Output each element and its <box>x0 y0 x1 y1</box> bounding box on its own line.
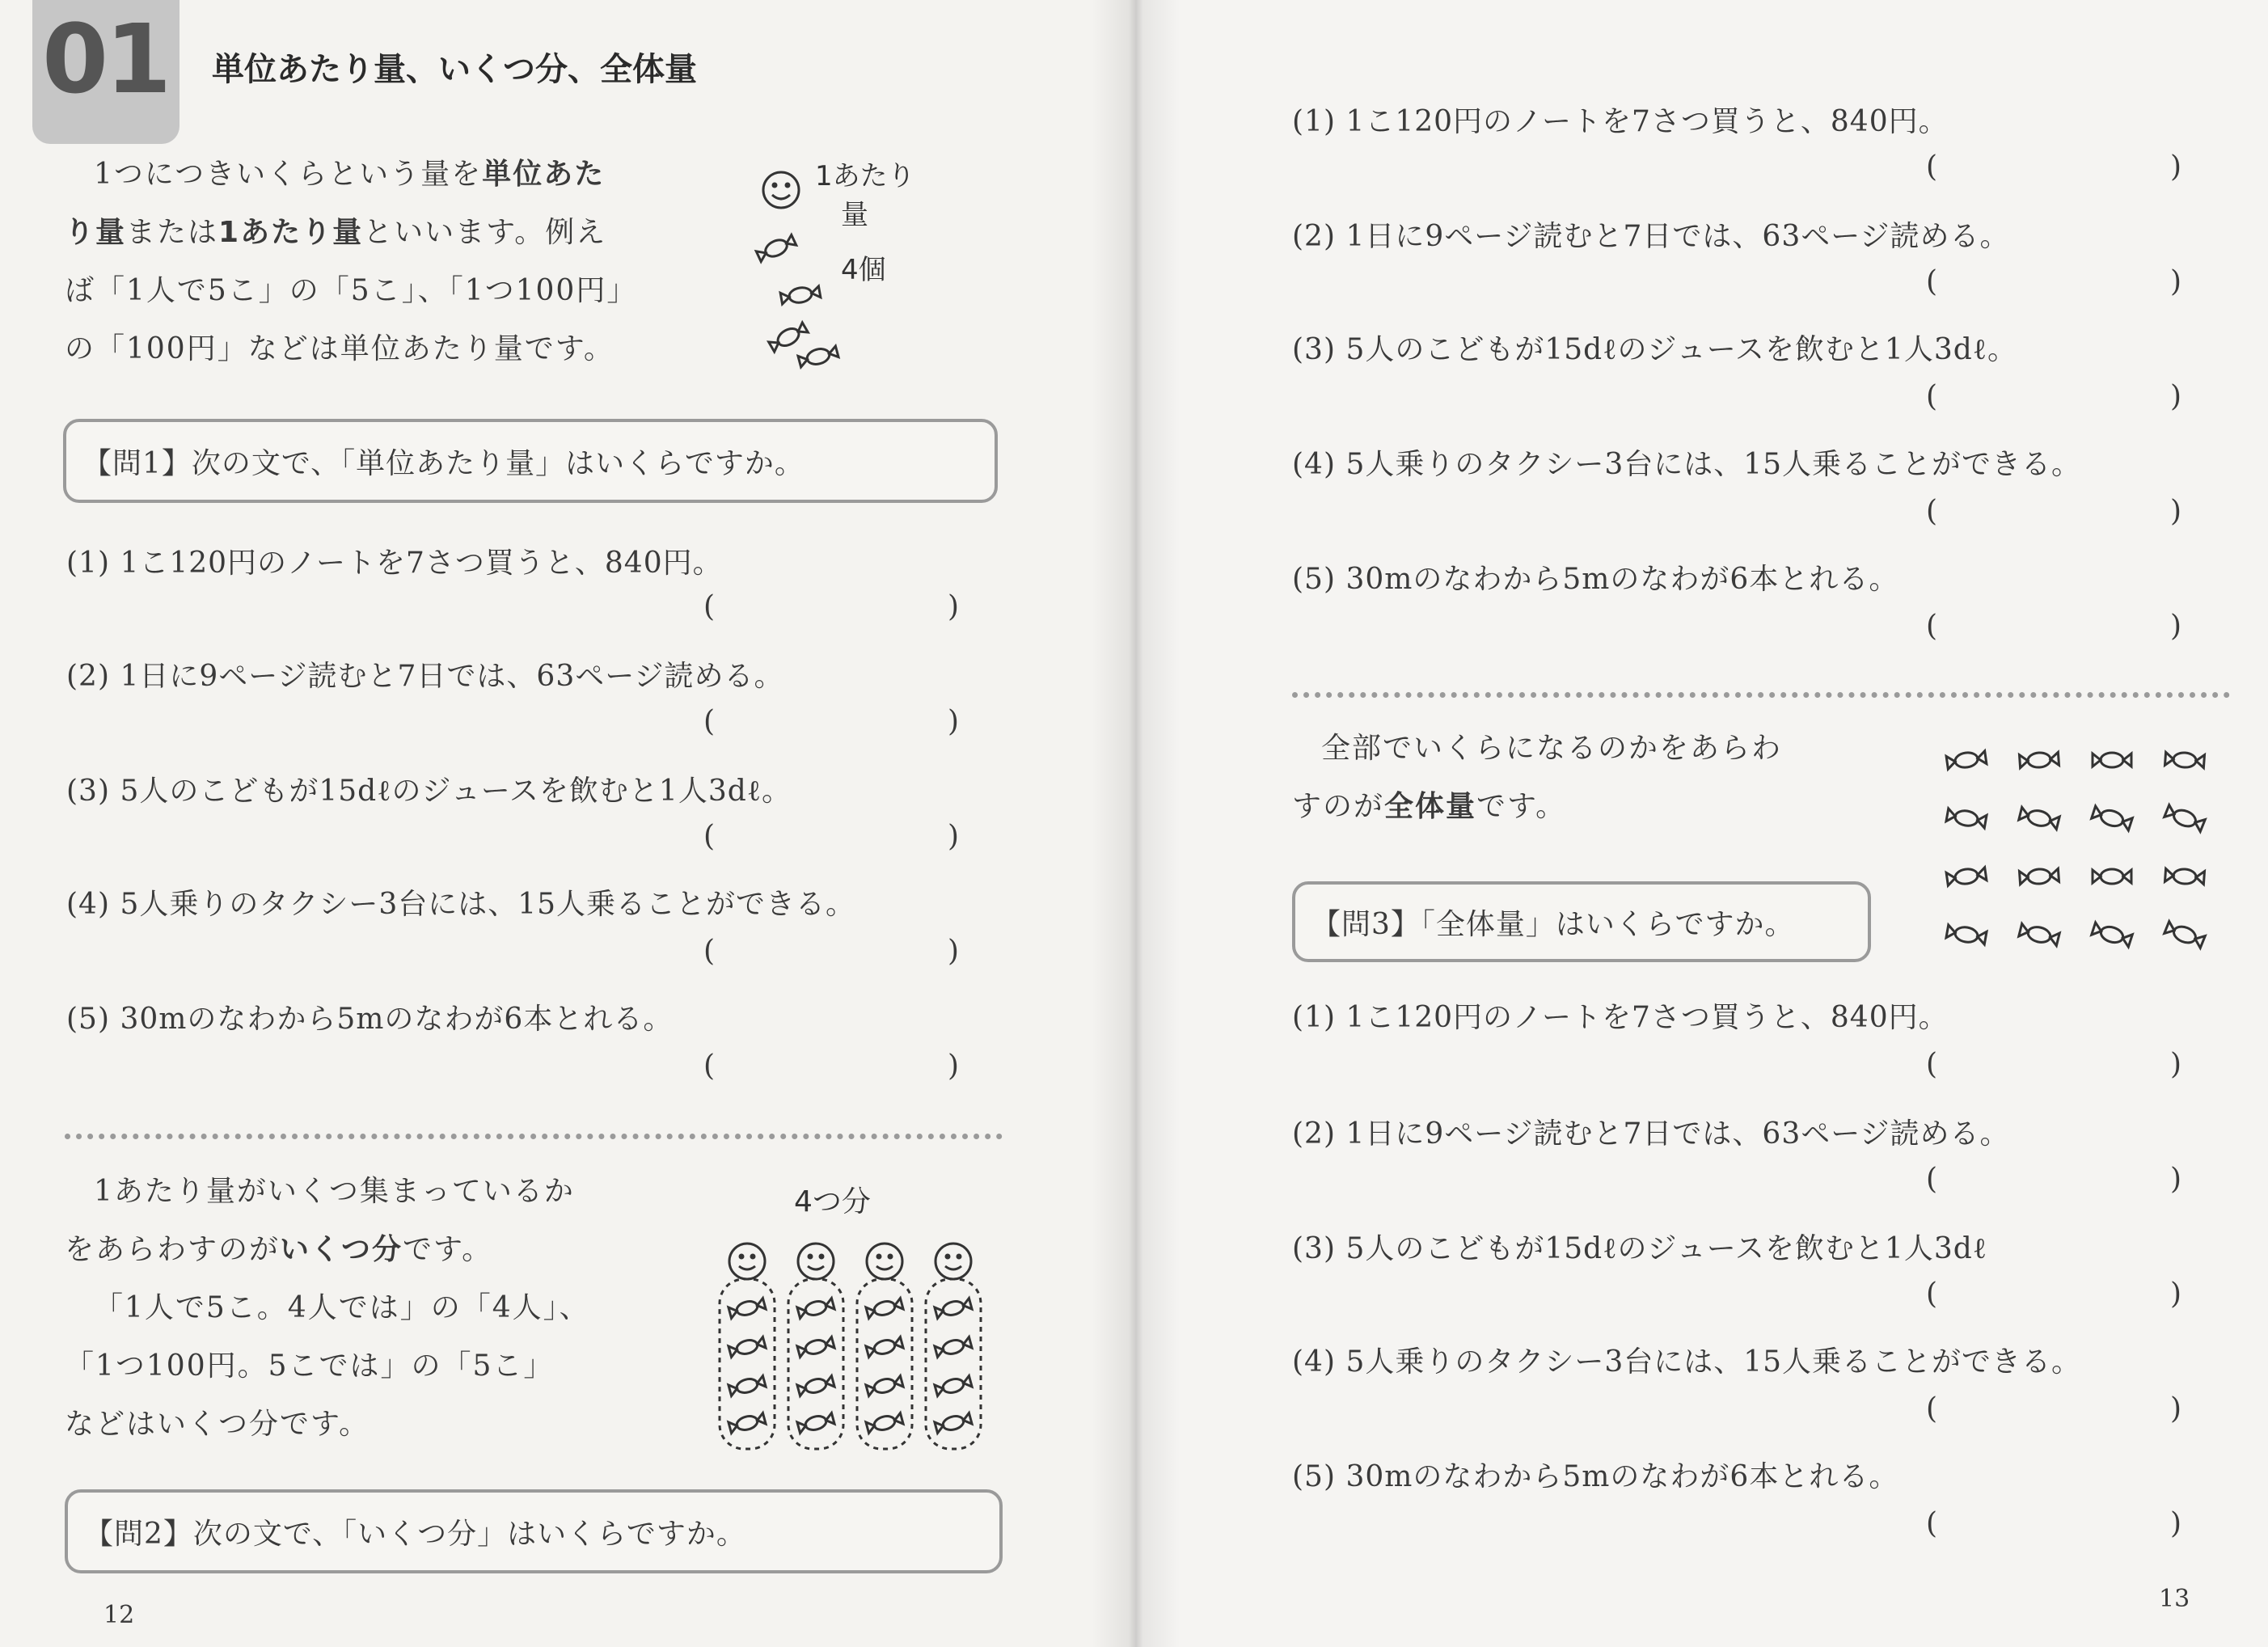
q3-answer-4-close: ) <box>2170 1392 2182 1425</box>
q1-problem-1: (1) 1こ120円のノートを7さつ買うと、840円。 <box>66 547 723 580</box>
candy-icon <box>866 1413 904 1434</box>
candy-icon <box>2165 751 2204 768</box>
q2-answer-1-close: ) <box>2170 150 2182 184</box>
q1-answer-3-open[interactable]: ( <box>703 820 716 853</box>
candy-icon <box>1946 924 1987 945</box>
q3-answer-1-close: ) <box>2170 1048 2182 1081</box>
q2-answer-5-close: ) <box>2170 610 2182 643</box>
q2-answer-2-close: ) <box>2170 265 2182 298</box>
candy-icon <box>729 1375 767 1397</box>
candy-icon <box>2091 922 2132 948</box>
q3-problem-3: (3) 5人のこどもが15dℓのジュースを飲むと1人3dℓ <box>1292 1232 1988 1265</box>
question-1-box: 【問1】次の文で、「単位あたり量」はいくらですか。 <box>63 419 998 503</box>
smiley-face-icon <box>867 1244 902 1279</box>
groups-doodle <box>703 1229 1011 1463</box>
candy-icon <box>2019 868 2059 885</box>
candy-grid-doodle <box>1934 728 2233 946</box>
q1-answer-3-close: ) <box>948 820 960 853</box>
candy-icon <box>935 1375 973 1397</box>
candy-icon <box>2019 923 2060 946</box>
candy-icon <box>780 285 821 306</box>
q2-problem-2: (2) 1日に9ページ読むと7日では、63ページ読める。 <box>1292 220 2010 253</box>
section-number: 01 <box>42 3 169 115</box>
q3-answer-3-close: ) <box>2170 1277 2182 1311</box>
q2-answer-2-open[interactable]: ( <box>1926 265 1938 298</box>
q3-problem-1: (1) 1こ120円のノートを7さつ買うと、840円。 <box>1292 1001 1949 1034</box>
candy-icon <box>935 1298 973 1320</box>
right-page <box>1134 0 2268 1647</box>
candy-icon <box>2165 868 2204 885</box>
candy-icon <box>1946 867 1987 887</box>
candy-icon <box>1946 808 1987 829</box>
q1-problem-3: (3) 5人のこどもが15dℓのジュースを飲むと1人3dℓ。 <box>66 775 792 808</box>
q1-answer-5-close: ) <box>948 1049 960 1083</box>
smiley-face-icon <box>798 1244 834 1279</box>
candy-icon <box>729 1298 767 1320</box>
q3-problem-5: (5) 30mのなわから5mのなわが6本とれる。 <box>1292 1460 1899 1493</box>
candy-icon <box>797 1375 835 1397</box>
section-title: 単位あたり量、いくつ分、全体量 <box>212 51 697 88</box>
candy-icon <box>797 1413 835 1434</box>
count-intro-paragraph: 1あたり量がいくつ集まっているか をあらわすのがいくつ分です。 「1人で5こ。4人では」の「4人」、 「1つ100円。5こでは」の「5こ」 などはいくつ分です。 <box>65 1175 590 1441</box>
q3-answer-2-open[interactable]: ( <box>1926 1163 1938 1196</box>
page-number-right: 13 <box>2159 1585 2190 1613</box>
q1-answer-4-close: ) <box>948 935 960 968</box>
q2-answer-4-close: ) <box>2170 495 2182 528</box>
q3-answer-1-open[interactable]: ( <box>1926 1048 1938 1081</box>
q1-problem-2: (2) 1日に9ページ読むと7日では、63ページ読める。 <box>66 660 784 693</box>
q3-answer-3-open[interactable]: ( <box>1926 1277 1938 1311</box>
candy-icon <box>866 1298 904 1320</box>
section-divider <box>65 1134 1003 1139</box>
doodle-label-amount: 量 <box>841 199 868 231</box>
smiley-face-icon <box>935 1244 971 1279</box>
candy-icon <box>797 1298 835 1320</box>
q2-answer-5-open[interactable]: ( <box>1926 610 1938 643</box>
q1-answer-2-close: ) <box>948 705 960 738</box>
q1-answer-1-close: ) <box>948 590 960 623</box>
q2-problem-5: (5) 30mのなわから5mのなわが6本とれる。 <box>1292 563 1899 596</box>
q2-answer-4-open[interactable]: ( <box>1926 495 1938 528</box>
section-divider <box>1292 692 2230 698</box>
candy-icon <box>2164 804 2205 833</box>
q2-problem-4: (4) 5人乗りのタクシー3台には、15人乗ることができる。 <box>1292 448 2082 481</box>
doodle-label-four-groups: 4つ分 <box>794 1185 871 1218</box>
candy-icon <box>1946 750 1987 771</box>
q1-answer-5-open[interactable]: ( <box>703 1049 716 1083</box>
candy-icon <box>2093 753 2131 767</box>
question-3-box: 【問3】「全体量」はいくらですか。 <box>1292 881 1871 962</box>
page-number-left: 12 <box>103 1601 135 1629</box>
candy-icon <box>866 1375 904 1397</box>
candy-icon <box>729 1337 767 1358</box>
candy-icon <box>2164 921 2205 949</box>
doodle-label-four-pieces: 4個 <box>841 254 886 286</box>
q3-problem-4: (4) 5人乗りのタクシー3台には、15人乗ることができる。 <box>1292 1345 2082 1379</box>
q2-problem-3: (3) 5人のこどもが15dℓのジュースを飲むと1人3dℓ。 <box>1292 333 2018 366</box>
unit-intro-paragraph: 1つにつきいくらという量を単位あた り量または1あたり量といいます。例え ば「1人で5こ」の「5こ」、「1つ100円」 の「100円」などは単位あたり量です。 <box>65 158 638 365</box>
q1-problem-4: (4) 5人乗りのタクシー3台には、15人乗ることができる。 <box>66 888 856 921</box>
q2-problem-1: (1) 1こ120円のノートを7さつ買うと、840円。 <box>1292 105 1949 138</box>
candy-icon <box>2019 806 2060 830</box>
candy-icon <box>755 234 796 264</box>
candy-icon <box>2091 805 2132 831</box>
q1-answer-4-open[interactable]: ( <box>703 935 716 968</box>
smiley-face-icon <box>763 172 799 208</box>
q3-answer-5-open[interactable]: ( <box>1926 1507 1938 1540</box>
q3-answer-4-open[interactable]: ( <box>1926 1392 1938 1425</box>
candy-icon <box>2093 869 2131 884</box>
candy-icon <box>797 344 838 369</box>
candy-icon <box>2019 751 2059 768</box>
q2-answer-3-open[interactable]: ( <box>1926 380 1938 413</box>
question-2-box: 【問2】次の文で、「いくつ分」はいくらですか。 <box>65 1489 1003 1573</box>
smiley-face-icon <box>729 1244 765 1279</box>
q3-answer-2-close: ) <box>2170 1163 2182 1196</box>
total-intro-paragraph: 全部でいくらになるのかをあらわ すのが全体量です。 <box>1292 732 1783 823</box>
q2-answer-1-open[interactable]: ( <box>1926 150 1938 184</box>
q2-answer-3-close: ) <box>2170 380 2182 413</box>
candy-icon <box>768 321 809 353</box>
candy-icon <box>729 1413 767 1434</box>
q1-answer-2-open[interactable]: ( <box>703 705 716 738</box>
q3-answer-5-close: ) <box>2170 1507 2182 1540</box>
q1-answer-1-open[interactable]: ( <box>703 590 716 623</box>
candy-icon <box>935 1337 973 1358</box>
doodle-label-per-unit: 1あたり <box>815 160 915 192</box>
candy-icon <box>797 1337 835 1358</box>
candy-icon <box>866 1337 904 1358</box>
q1-problem-5: (5) 30mのなわから5mのなわが6本とれる。 <box>66 1003 674 1036</box>
q3-problem-2: (2) 1日に9ページ読むと7日では、63ページ読める。 <box>1292 1117 2010 1151</box>
candy-icon <box>935 1413 973 1434</box>
